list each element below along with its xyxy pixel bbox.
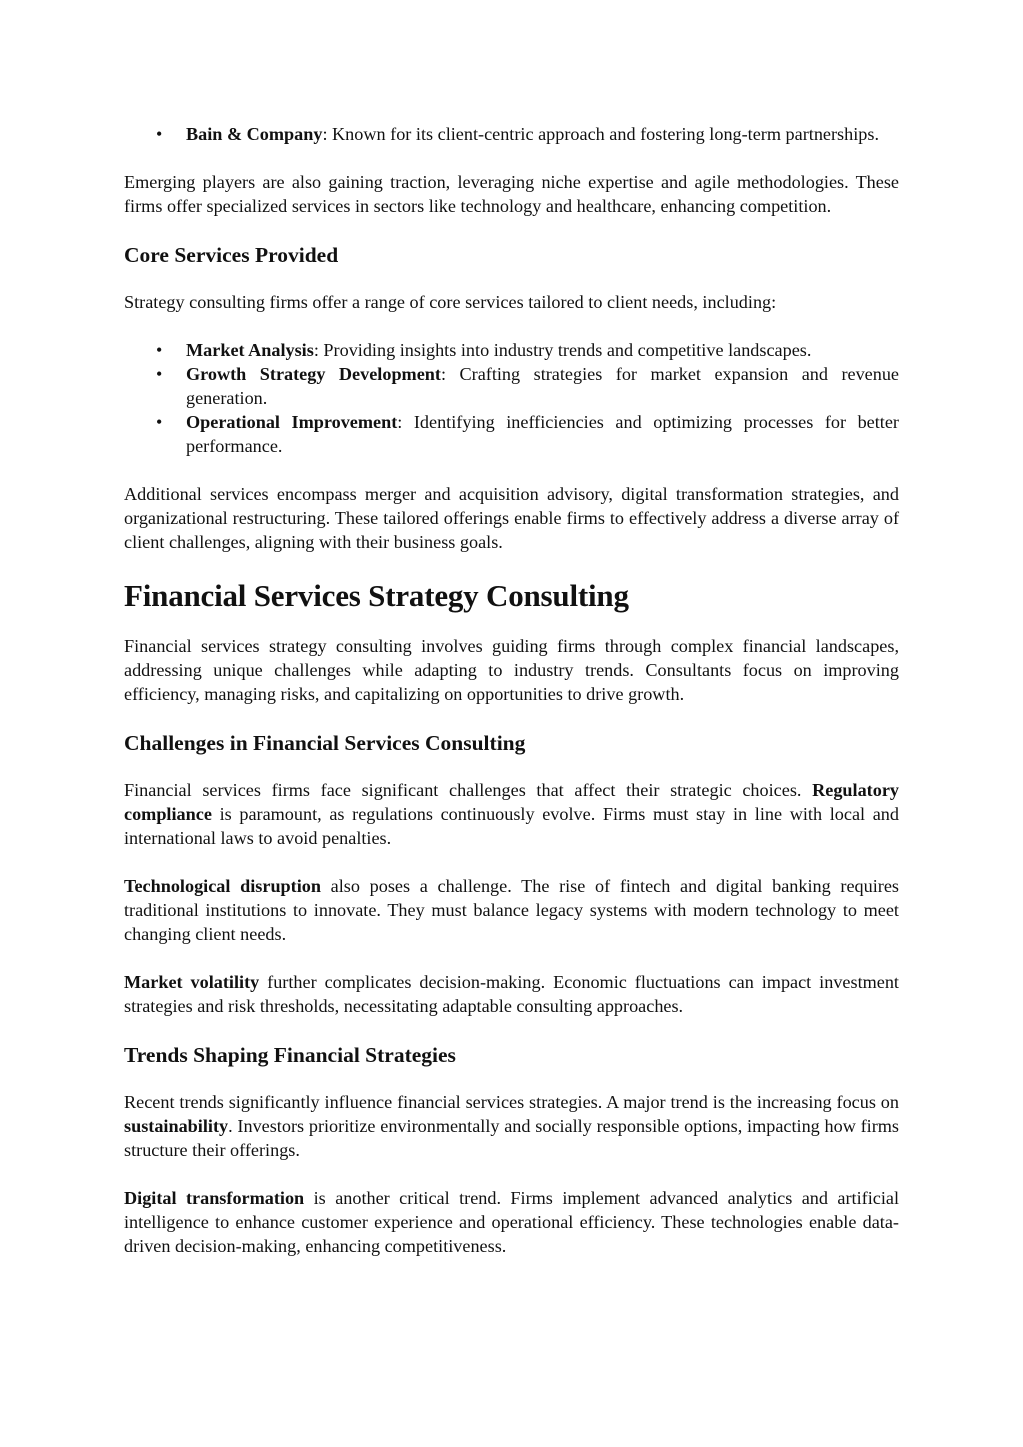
- text-run: is another critical trend. Firms implement advanced analytics and artificial intelligence to enhance customer experience and operational efficiency. These technologies enable data-driven decision-making, enhancing competitiveness.: [124, 1188, 900, 1256]
- document-page: [124, 122, 899, 1282]
- list-item: [186, 362, 899, 410]
- list-item-term: Operational Improvement: [186, 412, 398, 432]
- paragraph-sustainability: [124, 1090, 899, 1162]
- list-item-term: Market Analysis: [186, 340, 314, 360]
- bold-term: Digital transformation: [124, 1188, 305, 1208]
- list-item: [186, 122, 899, 146]
- heading-core-services: Core Services Provided: [124, 243, 339, 267]
- text-run: also poses a challenge. The rise of fintech and digital banking requires traditional institutions to innovate. They must balance legacy systems with modern technology to meet changing client needs.: [124, 876, 900, 944]
- paragraph-regulatory: [124, 778, 899, 850]
- bold-term: Market volatility: [124, 972, 260, 992]
- core-services-list: [124, 338, 899, 458]
- list-item-text: : Providing insights into industry trends and competitive landscapes.: [313, 340, 812, 360]
- paragraph-tech-disruption: [124, 874, 899, 946]
- list-item: [186, 338, 899, 362]
- list-item-text: : Known for its client-centric approach and fostering long-term partnerships.: [322, 124, 880, 144]
- paragraph-digital-transformation: [124, 1186, 899, 1258]
- text-run: further complicates decision-making. Economic fluctuations can impact investment strategies and risk thresholds, necessitating adaptable consulting approaches.: [124, 972, 899, 1016]
- paragraph-additional-services: Additional services encompass merger and acquisition advisory, digital transformation strategies, and organizational restructuring. These tailored offerings enable firms to effectively address a diverse array of client challenges, aligning with their business goals.: [124, 484, 899, 552]
- list-item-term: Growth Strategy Development: [186, 364, 441, 384]
- bold-term: Technological disruption: [124, 876, 321, 896]
- bold-term: sustainability: [124, 1116, 229, 1136]
- text-run: Financial services firms face significant challenges that affect their strategic choices.: [124, 780, 813, 800]
- list-item-term: Bain & Company: [186, 124, 323, 144]
- heading-challenges: Challenges in Financial Services Consulting: [124, 731, 526, 755]
- paragraph-financial-intro: Financial services strategy consulting involves guiding firms through complex financial landscapes, addressing unique challenges while adapting to industry trends. Consultants focus on improving efficiency, managing risks, and capitalizing on opportunities to drive growth.: [124, 636, 899, 704]
- heading-financial-services: Financial Services Strategy Consulting: [124, 578, 629, 613]
- firms-list: [124, 122, 899, 146]
- heading-trends: Trends Shaping Financial Strategies: [124, 1043, 456, 1067]
- text-run: Recent trends significantly influence financial services strategies. A major trend is the increasing focus on: [124, 1092, 899, 1112]
- list-item-text: : Crafting strategies for market expansion and revenue generation.: [186, 364, 900, 408]
- list-item-text: : Identifying inefficiencies and optimizing processes for better performance.: [186, 412, 899, 456]
- paragraph-market-volatility: [124, 970, 899, 1018]
- text-run: is paramount, as regulations continuously evolve. Firms must stay in line with local and international laws to avoid penalties.: [124, 804, 899, 848]
- paragraph-emerging-players: Emerging players are also gaining traction, leveraging niche expertise and agile methodologies. These firms offer specialized services in sectors like technology and healthcare, enhancing competition.: [124, 172, 899, 216]
- list-item: [186, 410, 899, 458]
- paragraph-core-intro: Strategy consulting firms offer a range of core services tailored to client needs, including:: [124, 292, 777, 312]
- bold-term: Regulatory compliance: [124, 780, 899, 824]
- text-run: . Investors prioritize environmentally and socially responsible options, impacting how firms structure their offerings.: [124, 1116, 899, 1160]
